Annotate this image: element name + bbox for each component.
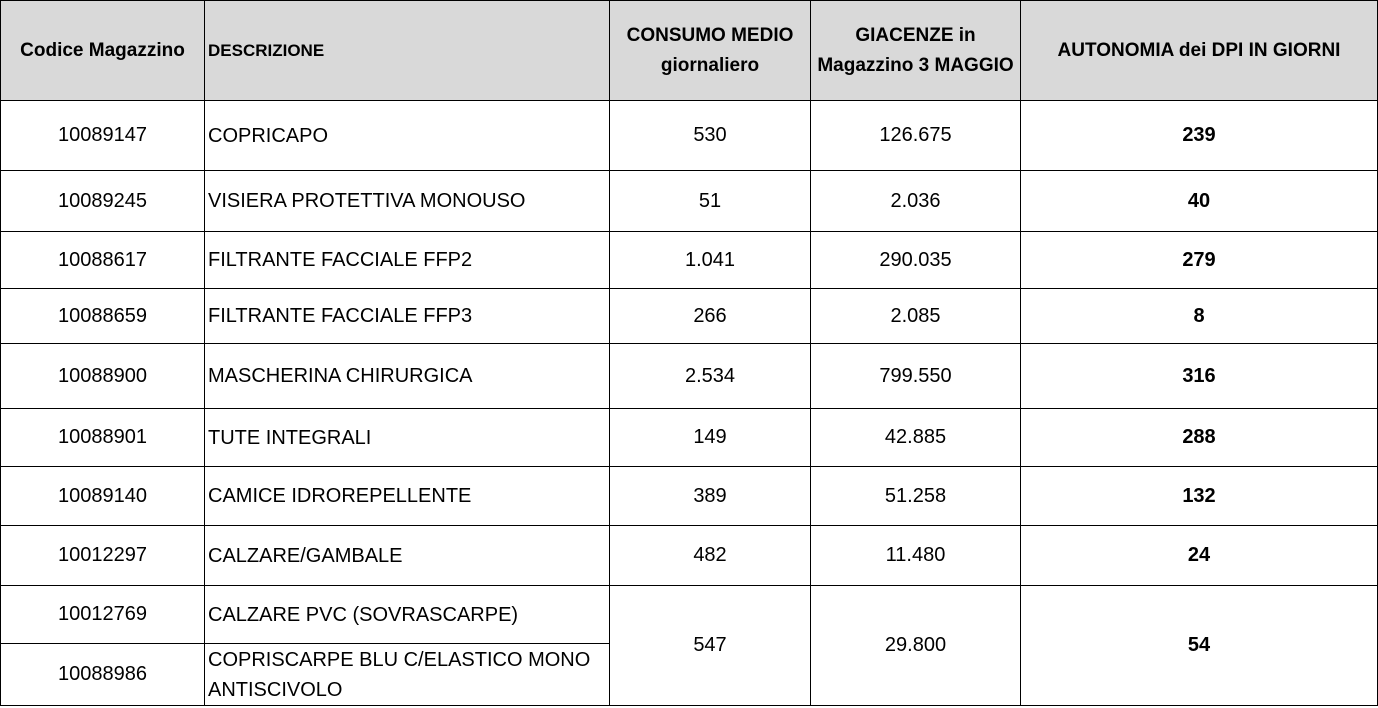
cell-codice: 10089140 [1,467,205,526]
cell-descrizione: COPRISCARPE BLU C/ELASTICO MONO ANTISCIVOLO [205,644,610,706]
cell-codice: 10012297 [1,526,205,586]
cell-descrizione: FILTRANTE FACCIALE FFP3 [205,289,610,344]
cell-giacenze: 42.885 [811,409,1021,467]
table-row [1,101,1378,171]
table-header [1,1,1378,101]
cell-consumo: 266 [610,289,811,344]
header-autonomia: AUTONOMIA dei DPI IN GIORNI [1021,1,1378,101]
cell-codice: 10088900 [1,344,205,409]
cell-giacenze: 51.258 [811,467,1021,526]
table-row [1,171,1378,232]
cell-autonomia: 40 [1021,171,1378,232]
header-row [1,1,1378,101]
cell-codice: 10012769 [1,586,205,644]
table-row [1,409,1378,467]
table-row [1,344,1378,409]
cell-descrizione: COPRICAPO [205,101,610,171]
cell-giacenze: 2.085 [811,289,1021,344]
cell-codice: 10088659 [1,289,205,344]
header-giacenze: GIACENZE in Magazzino 3 MAGGIO [811,1,1021,101]
cell-autonomia-merged: 54 [1021,586,1378,706]
header-consumo: CONSUMO MEDIO giornaliero [610,1,811,101]
cell-codice: 10089245 [1,171,205,232]
cell-consumo: 389 [610,467,811,526]
cell-descrizione: CAMICE IDROREPELLENTE [205,467,610,526]
cell-giacenze: 799.550 [811,344,1021,409]
cell-codice: 10089147 [1,101,205,171]
cell-giacenze: 290.035 [811,232,1021,289]
cell-descrizione: FILTRANTE FACCIALE FFP2 [205,232,610,289]
cell-autonomia: 316 [1021,344,1378,409]
table-row [1,526,1378,586]
cell-consumo: 530 [610,101,811,171]
table-row [1,586,1378,644]
cell-autonomia: 24 [1021,526,1378,586]
cell-autonomia: 279 [1021,232,1378,289]
cell-autonomia: 288 [1021,409,1378,467]
cell-descrizione: VISIERA PROTETTIVA MONOUSO [205,171,610,232]
cell-descrizione: CALZARE PVC (SOVRASCARPE) [205,586,610,644]
cell-giacenze: 2.036 [811,171,1021,232]
cell-autonomia: 8 [1021,289,1378,344]
header-descrizione: DESCRIZIONE [205,1,610,101]
cell-consumo: 1.041 [610,232,811,289]
header-codice: Codice Magazzino [1,1,205,101]
cell-giacenze: 11.480 [811,526,1021,586]
cell-descrizione: MASCHERINA CHIRURGICA [205,344,610,409]
cell-autonomia: 239 [1021,101,1378,171]
cell-codice: 10088901 [1,409,205,467]
cell-codice: 10088986 [1,644,205,706]
table-body [1,101,1378,706]
cell-consumo: 482 [610,526,811,586]
cell-codice: 10088617 [1,232,205,289]
table-row [1,289,1378,344]
cell-autonomia: 132 [1021,467,1378,526]
cell-consumo: 51 [610,171,811,232]
cell-descrizione: TUTE INTEGRALI [205,409,610,467]
table-row [1,232,1378,289]
cell-giacenze-merged: 29.800 [811,586,1021,706]
cell-consumo-merged: 547 [610,586,811,706]
cell-giacenze: 126.675 [811,101,1021,171]
cell-consumo: 149 [610,409,811,467]
cell-consumo: 2.534 [610,344,811,409]
cell-descrizione: CALZARE/GAMBALE [205,526,610,586]
table-row [1,467,1378,526]
